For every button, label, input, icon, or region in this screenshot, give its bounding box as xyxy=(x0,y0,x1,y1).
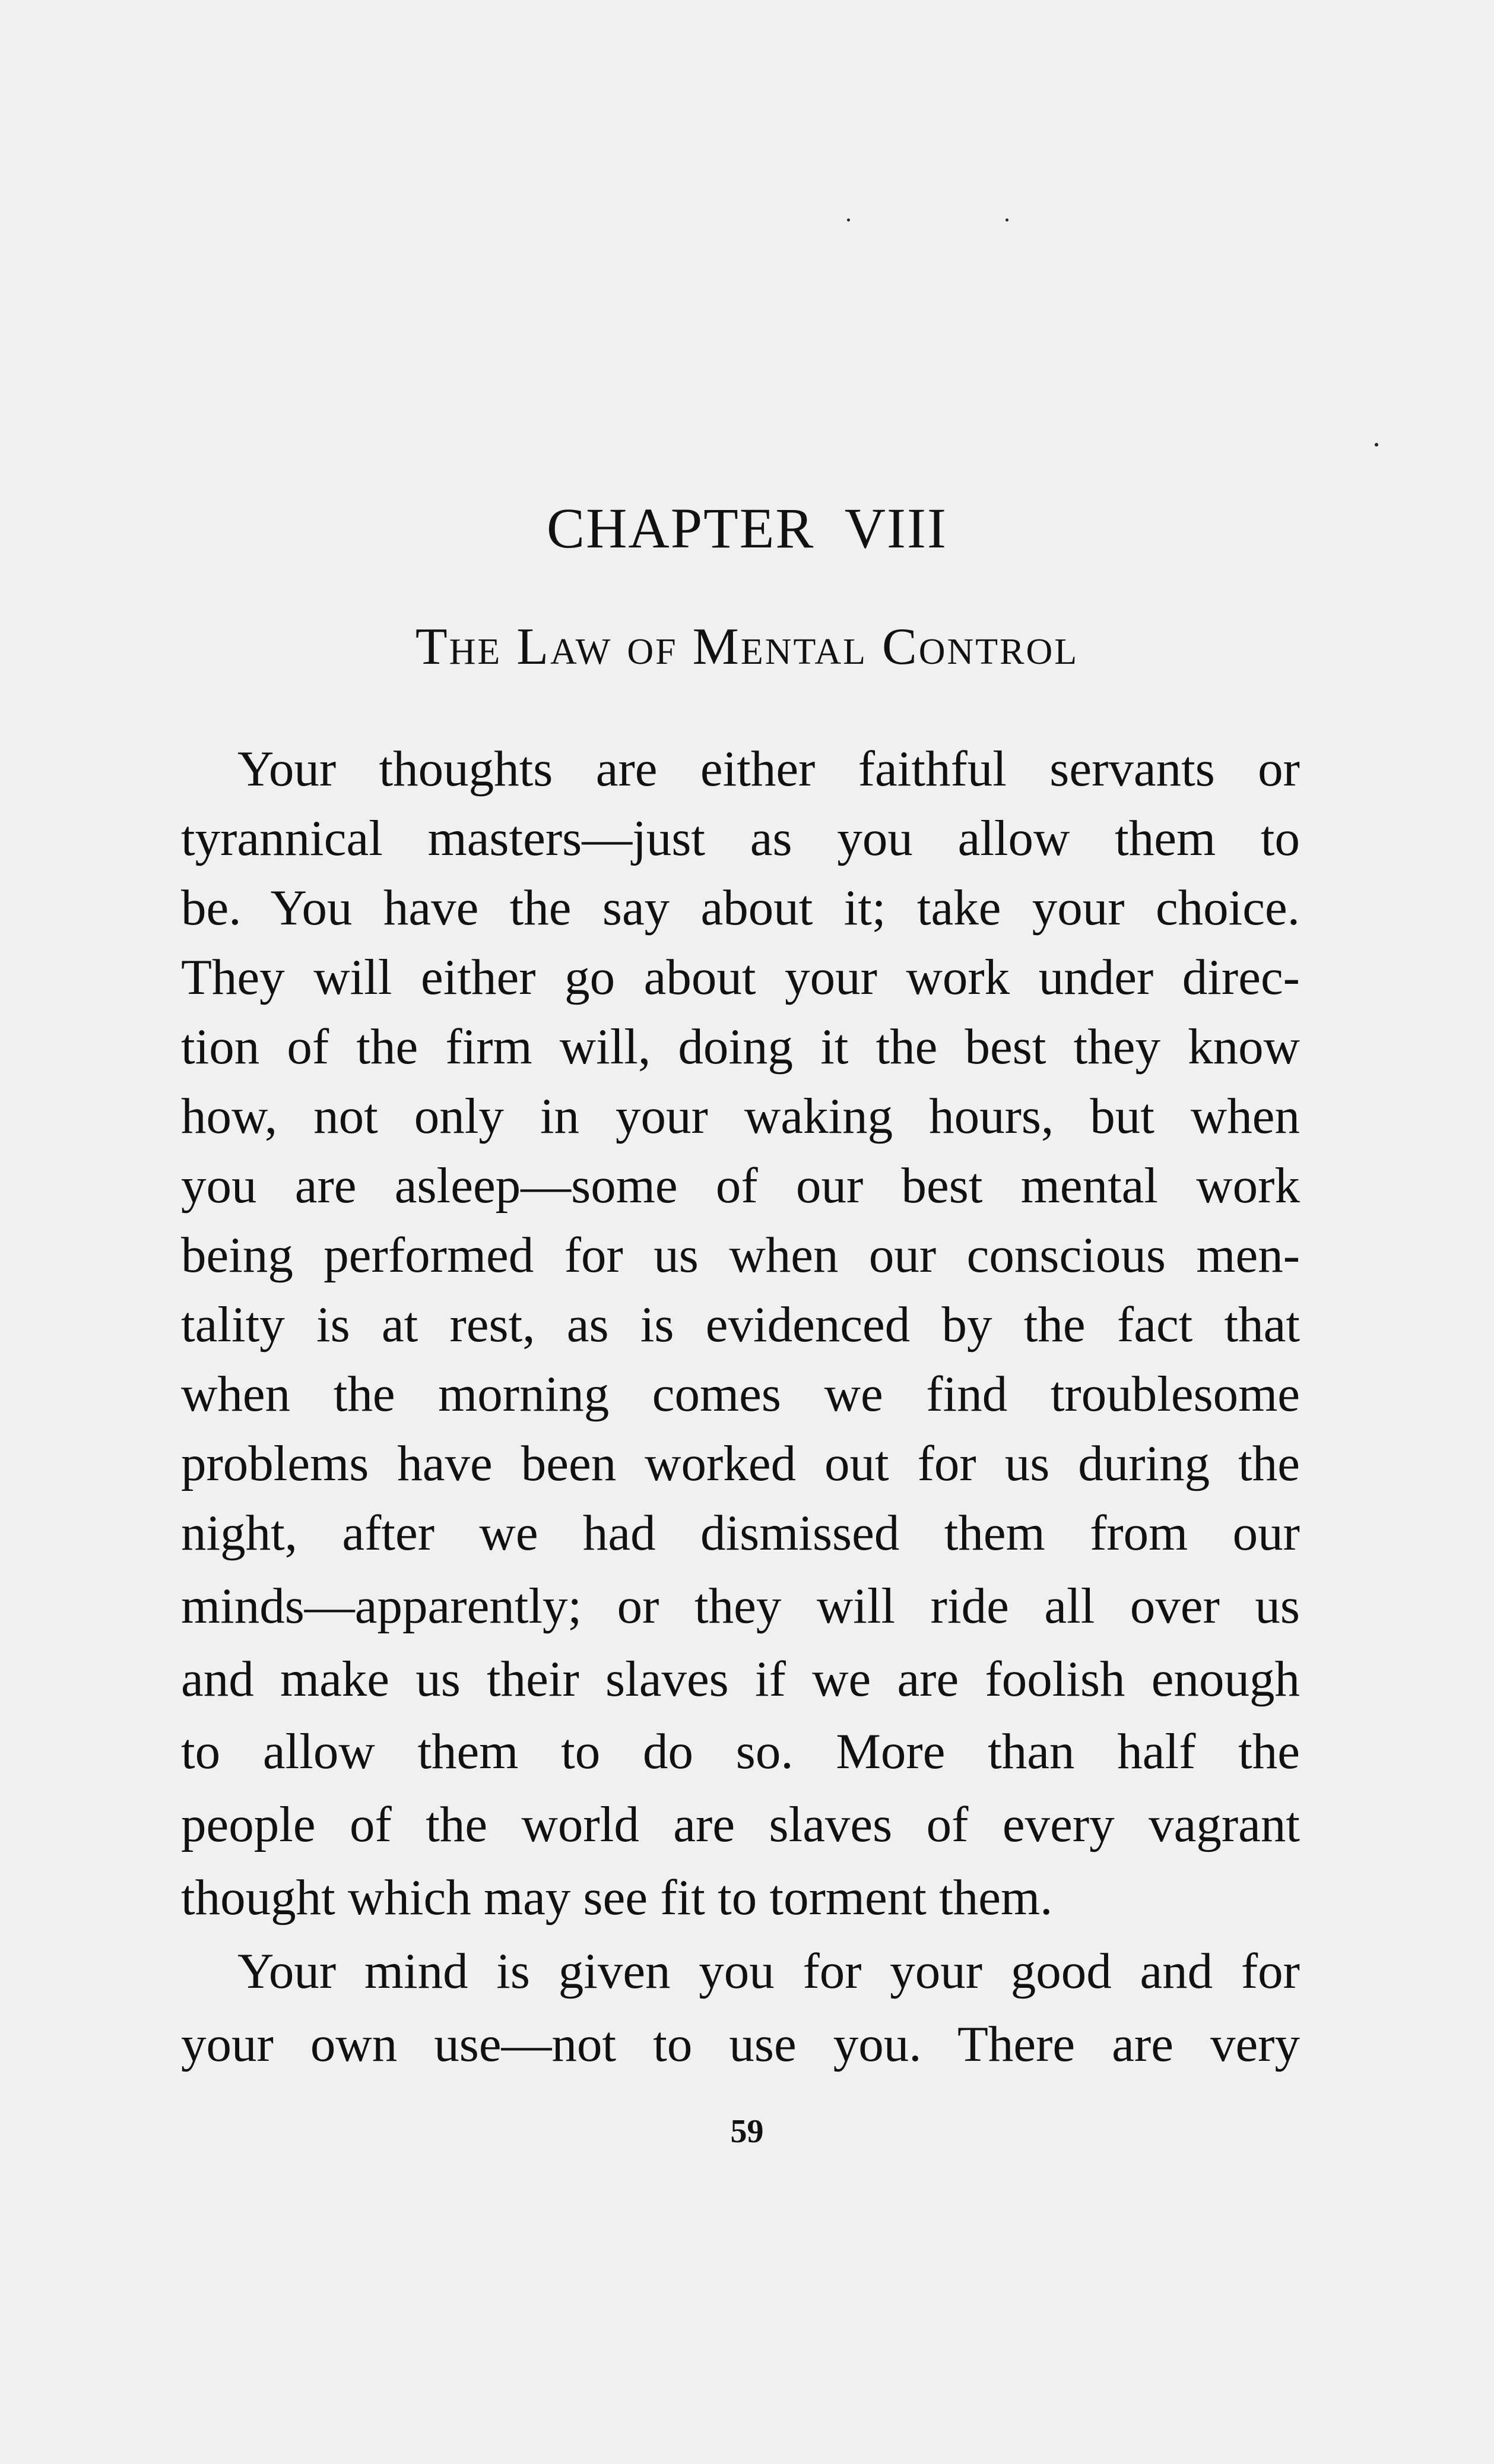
text-line: be. You have the say about it; take your choice. xyxy=(181,880,1300,936)
chapter-title: The Law of Mental Control xyxy=(415,618,1079,676)
speck-mark xyxy=(1005,218,1008,221)
text-line: how, not only in your waking hours, but when xyxy=(181,1088,1300,1144)
chapter-heading: CHAPTER VIII xyxy=(547,496,947,560)
text-line: people of the world are slaves of every vagrant xyxy=(181,1797,1300,1852)
text-line: minds—apparently; or they will ride all over us xyxy=(181,1578,1300,1634)
speck-mark xyxy=(1375,443,1378,446)
text-line: Your thoughts are either faithful servants or xyxy=(237,741,1300,797)
text-line: problems have been worked out for us during the xyxy=(181,1436,1300,1491)
text-line: night, after we had dismissed them from our xyxy=(181,1505,1300,1561)
text-line: being performed for us when our conscious men- xyxy=(181,1227,1300,1283)
text-line: tyrannical masters—just as you allow them to xyxy=(181,810,1300,866)
text-line: thought which may see fit to torment them. xyxy=(181,1870,1053,1925)
text-line: and make us their slaves if we are foolish enough xyxy=(181,1651,1300,1707)
text-line: to allow them to do so. More than half the xyxy=(181,1724,1300,1779)
speck-mark xyxy=(847,218,850,221)
text-line: tality is at rest, as is evidenced by the fact that xyxy=(181,1297,1300,1353)
text-line: when the morning comes we find troublesome xyxy=(181,1366,1300,1422)
text-line: tion of the firm will, doing it the best they know xyxy=(181,1019,1300,1075)
text-line: your own use—not to use you. There are very xyxy=(181,2016,1300,2072)
page-number: 59 xyxy=(730,2113,764,2150)
text-line: Your mind is given you for your good and for xyxy=(237,1943,1300,1999)
text-line: They will either go about your work under direc- xyxy=(181,949,1300,1005)
text-line: you are asleep—some of our best mental work xyxy=(181,1158,1300,1214)
